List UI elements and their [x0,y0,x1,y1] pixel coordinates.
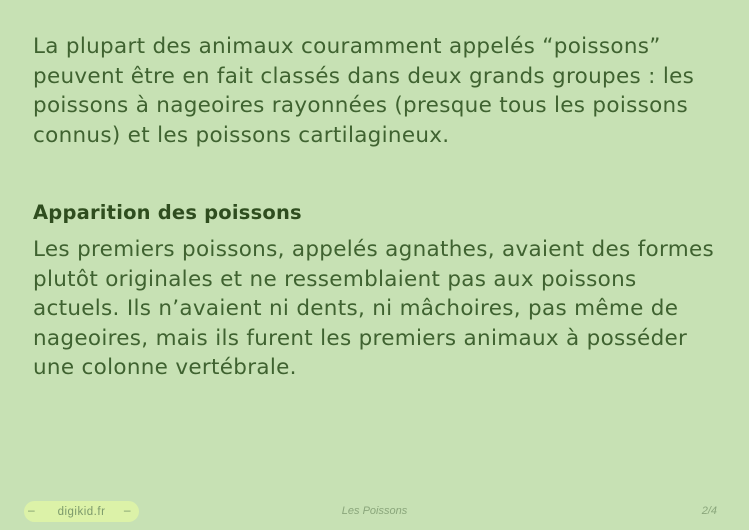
page-number: 2/4 [701,505,717,517]
document-title: Les Poissons [341,505,408,517]
brand-label: digikid.fr [57,505,106,518]
intro-paragraph: La plupart des animaux couramment appelés “poissons” peuvent être en fait classés dans deux grands groupes : les poissons à nageoires rayonnées (presque tous les poissons connus) et les poissons cartilagineux. [33,34,695,148]
brand-dash-right: – [123,503,131,517]
section-heading: Apparition des poissons [33,201,302,224]
brand-dash-left: – [28,503,36,517]
page-content [33,32,723,383]
section-paragraph: Les premiers poissons, appelés agnathes, avaient des formes plutôt originales et ne ressemblaient pas aux poissons actuels. Ils n’avaient ni dents, ni mâchoires, pas même de nageoires, mais ils furent les premiers animaux à posséder une colonne vertébrale. [33,237,714,380]
page-footer [0,500,749,524]
